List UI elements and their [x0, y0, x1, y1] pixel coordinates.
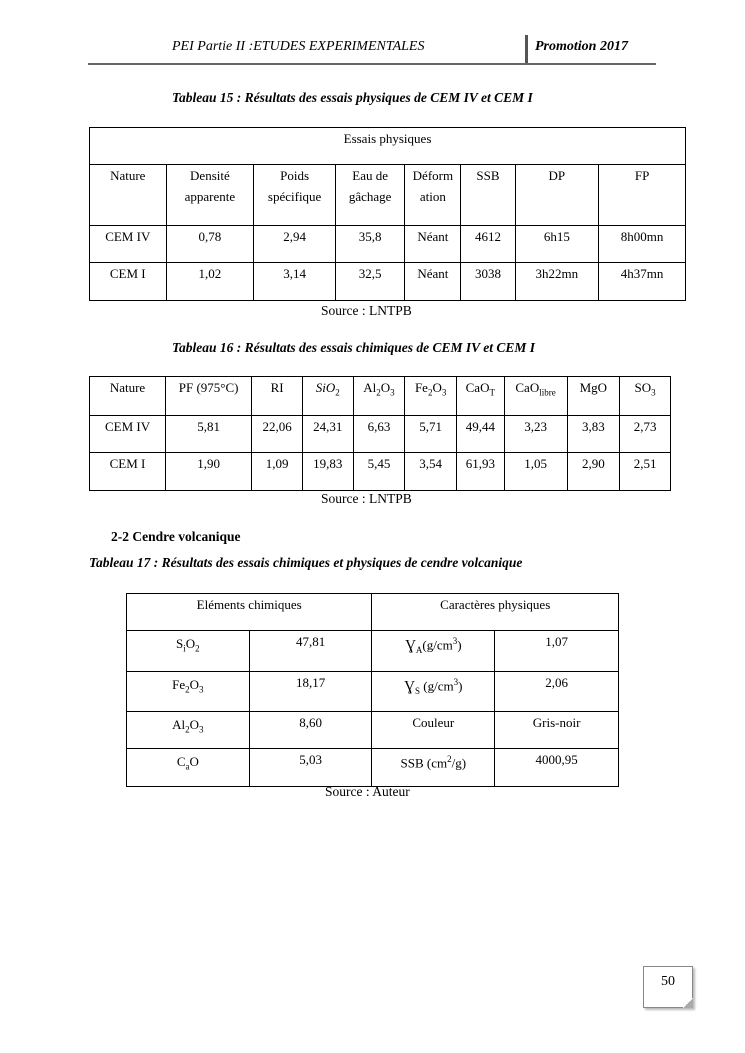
table-cell: Néant — [405, 263, 461, 301]
table-cell: 3038 — [461, 263, 515, 301]
table-cell: CEM I — [90, 263, 167, 301]
table16-header-cell: $SO_3$ — [620, 377, 671, 416]
table-cell: 4h37mn — [599, 263, 686, 301]
table-cell: 6,63 — [353, 416, 405, 453]
table-cell: 61,93 — [457, 453, 505, 491]
table16-header-cell: $Al_2O_3$ — [353, 377, 405, 416]
table-cell: 0,78 — [166, 226, 254, 263]
table-cell: Couleur — [372, 712, 495, 749]
table-cell: Néant — [405, 226, 461, 263]
table16-header-cell: $Fe_2O_3$ — [405, 377, 457, 416]
table16-header-cell: SiO$_2$ — [302, 377, 353, 416]
table-cell: $Ɣ_A(g/cm^3)$ — [372, 631, 495, 672]
table-cell: 3,14 — [254, 263, 336, 301]
table17-caption: Tableau 17 : Résultats des essais chimiques et physiques de cendre volcanique — [89, 555, 523, 570]
table-cell: 35,8 — [335, 226, 404, 263]
table-row — [127, 631, 619, 672]
table16-header-cell: CaO$_{libre}$ — [504, 377, 567, 416]
table-cell: 3h22mn — [515, 263, 599, 301]
table-cell: 4000,95 — [495, 749, 619, 787]
table-cell: 2,06 — [495, 672, 619, 712]
table-cell: CEM I — [90, 453, 166, 491]
table-cell: 24,31 — [302, 416, 353, 453]
table-cell: 1,05 — [504, 453, 567, 491]
table15-header-cell: FP — [599, 165, 686, 226]
table16-header-row — [90, 377, 671, 416]
table-cell: 6h15 — [515, 226, 599, 263]
table-cell: 5,71 — [405, 416, 457, 453]
table15-header-cell: Densité apparente — [166, 165, 254, 226]
table15-header-cell: Nature — [90, 165, 167, 226]
table16-caption: Tableau 16 : Résultats des essais chimiques de CEM IV et CEM I — [172, 340, 536, 355]
table-cell: $C_aO$ — [127, 749, 250, 787]
table17-header-cell: Caractères physiques — [372, 594, 619, 631]
table-cell: $S_iO_2$ — [127, 631, 250, 672]
table16-header-cell: PF (975°C) — [166, 377, 252, 416]
table15-header-cell: Déform ation — [405, 165, 461, 226]
running-header-title: PEI Partie II :ETUDES EXPERIMENTALES — [172, 39, 425, 54]
running-header-promotion: Promotion 2017 — [535, 39, 628, 54]
table-row — [90, 453, 671, 491]
table15-header-cell: DP — [515, 165, 599, 226]
table-cell: CEM IV — [90, 226, 167, 263]
table15-header-cell: SSB — [461, 165, 515, 226]
table-cell: 19,83 — [302, 453, 353, 491]
table-cell: $Ɣ_S$ $(g/cm^3)$ — [372, 672, 495, 712]
table-cell: 22,06 — [252, 416, 303, 453]
table-cell: SSB $(cm^2/g)$ — [372, 749, 495, 787]
table-row — [127, 672, 619, 712]
table16 — [89, 376, 671, 491]
table-cell: 5,45 — [353, 453, 405, 491]
table-row — [90, 263, 686, 301]
header-separator — [525, 35, 528, 64]
table-row — [127, 712, 619, 749]
table15-caption: Tableau 15 : Résultats des essais physiques de CEM IV et CEM I — [172, 90, 533, 105]
table-cell: 49,44 — [457, 416, 505, 453]
header-rule — [88, 63, 656, 65]
table-cell: CEM IV — [90, 416, 166, 453]
table-cell: 32,5 — [335, 263, 404, 301]
table-cell: 2,51 — [620, 453, 671, 491]
table17 — [126, 593, 619, 787]
table-cell: $Al_2O_3$ — [127, 712, 250, 749]
table17-header-row — [127, 594, 619, 631]
table-row — [90, 226, 686, 263]
table-cell: 1,02 — [166, 263, 254, 301]
table-cell: 5,81 — [166, 416, 252, 453]
section-title: 2-2 Cendre volcanique — [111, 529, 241, 544]
table16-header-cell: CaO$_T$ — [457, 377, 505, 416]
table-cell: 1,09 — [252, 453, 303, 491]
table-cell: 3,54 — [405, 453, 457, 491]
table-cell: 18,17 — [249, 672, 372, 712]
page-number: 50 — [643, 966, 693, 1008]
table-cell: 4612 — [461, 226, 515, 263]
table-cell: 2,73 — [620, 416, 671, 453]
table15-source: Source : LNTPB — [321, 303, 412, 318]
table17-source: Source : Auteur — [325, 784, 410, 799]
table15-header-row — [90, 165, 686, 226]
table-cell: Gris-noir — [495, 712, 619, 749]
table-cell: 47,81 — [249, 631, 372, 672]
table15 — [89, 127, 686, 301]
table15-header-cell: Eau de gâchage — [335, 165, 404, 226]
table16-header-cell: RI — [252, 377, 303, 416]
table-cell: 2,90 — [567, 453, 620, 491]
table-cell: $Fe_2O_3$ — [127, 672, 250, 712]
table16-header-cell: Nature — [90, 377, 166, 416]
table-row — [127, 749, 619, 787]
table-cell: 3,83 — [567, 416, 620, 453]
table16-source: Source : LNTPB — [321, 491, 412, 506]
table15-group-header: Essais physiques — [90, 128, 686, 165]
table-cell: 8h00mn — [599, 226, 686, 263]
table15-header-cell: Poids spécifique — [254, 165, 336, 226]
table-cell: 8,60 — [249, 712, 372, 749]
table17-header-cell: Eléments chimiques — [127, 594, 372, 631]
table16-header-cell: MgO — [567, 377, 620, 416]
table-cell: 3,23 — [504, 416, 567, 453]
table-cell: 1,90 — [166, 453, 252, 491]
table-row — [90, 416, 671, 453]
table-cell: 5,03 — [249, 749, 372, 787]
table-cell: 2,94 — [254, 226, 336, 263]
table-cell: 1,07 — [495, 631, 619, 672]
